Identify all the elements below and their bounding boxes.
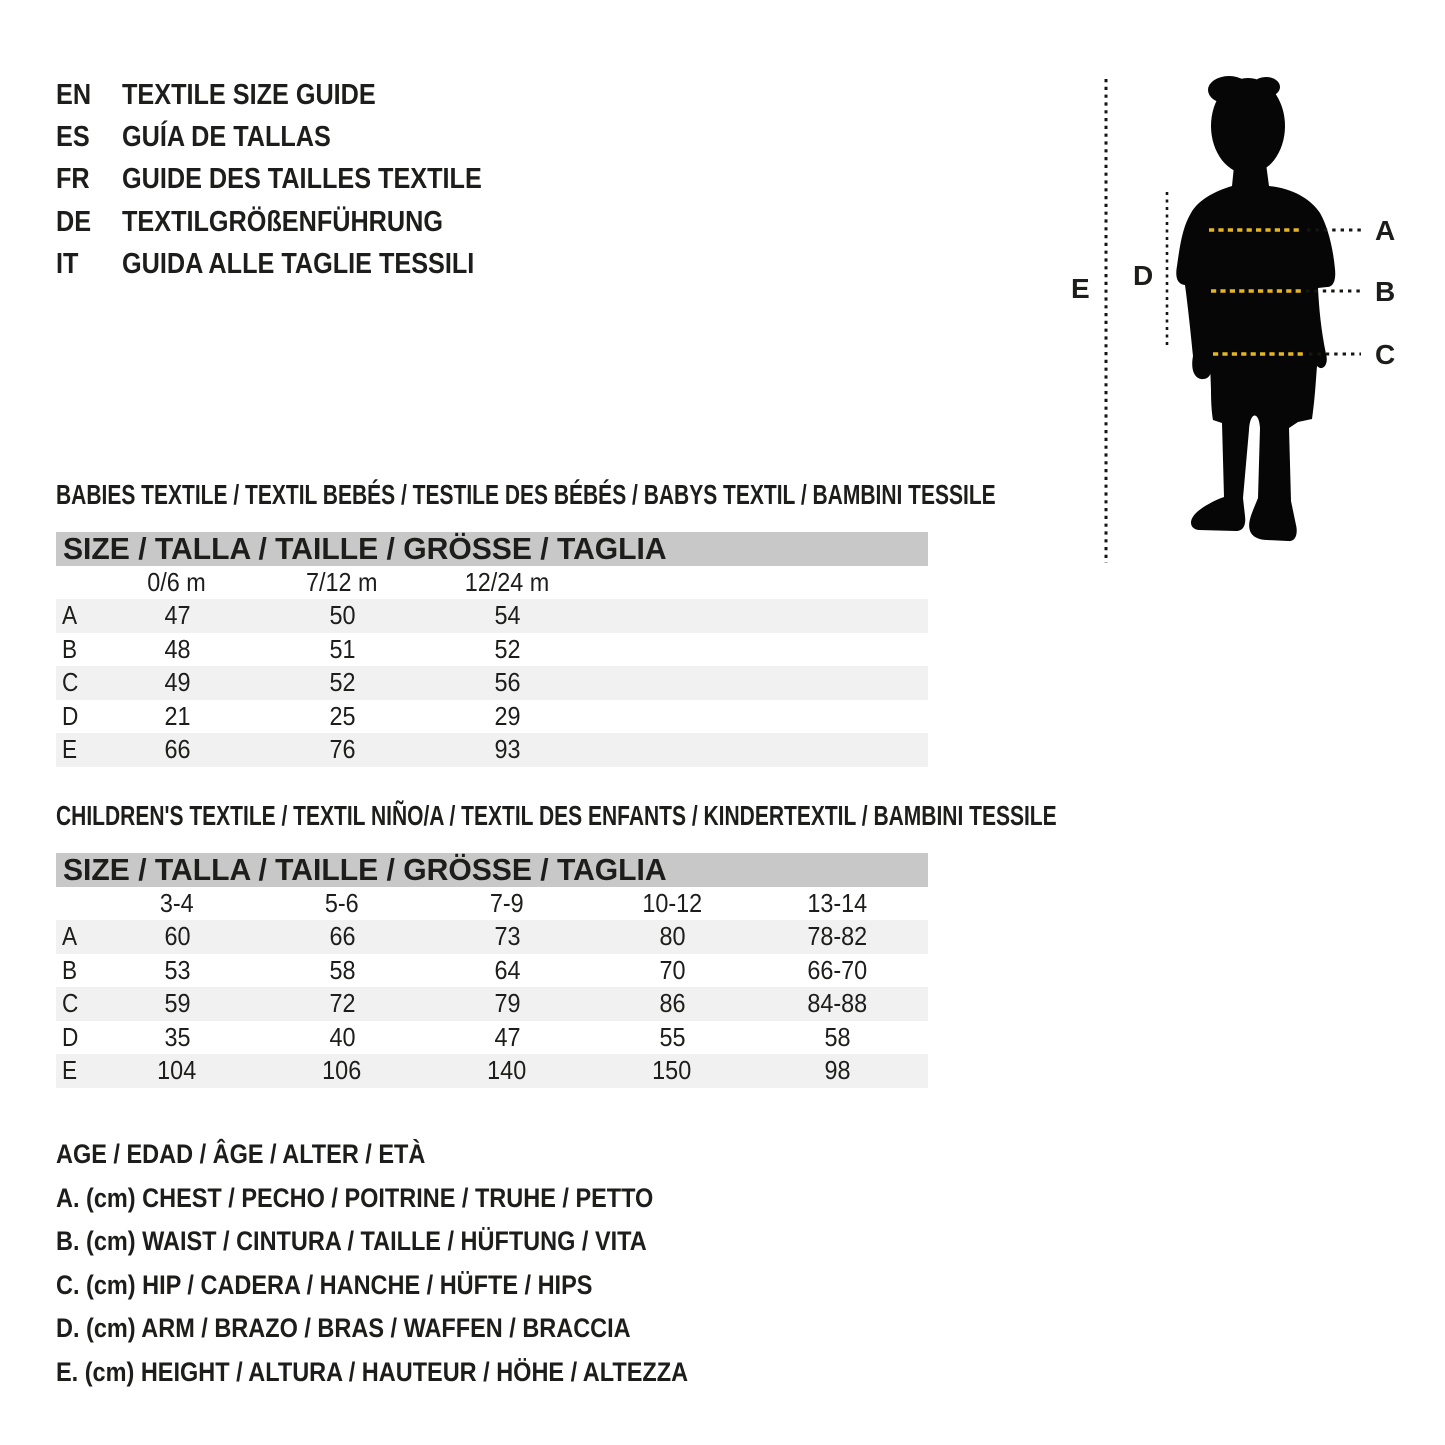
table-row (56, 920, 928, 954)
legend-hip: C. (cm) HIP / CADERA / HANCHE / HÜFTE / HIPS (56, 1269, 593, 1300)
cell-value: 64 (493, 954, 521, 985)
language-title: GUIDA ALLE TAGLIE TESSILI (122, 248, 475, 281)
table-header-bar: SIZE / TALLA / TAILLE / GRÖSSE / TAGLIA (56, 532, 928, 566)
row-label: A (62, 600, 78, 631)
language-row-es (56, 116, 536, 158)
cell-value: 51 (328, 633, 356, 664)
cell-value: 80 (658, 921, 686, 952)
legend-waist: B. (cm) WAIST / CINTURA / TAILLE / HÜFTUNG / VITA (56, 1226, 647, 1257)
language-code: DE (56, 205, 92, 238)
cell-value: 93 (493, 734, 521, 765)
figure-label-a: A (1375, 215, 1396, 246)
cell-value: 47 (493, 1021, 521, 1052)
language-row-en (56, 74, 536, 116)
table-row (56, 1054, 928, 1088)
cell-value: 70 (658, 954, 686, 985)
babies-section-title: BABIES TEXTILE / TEXTIL BEBÉS / TESTILE DES BÉBÉS / BABYS TEXTIL / BAMBINI TESSILE (56, 479, 996, 510)
cell-value: 104 (157, 1055, 197, 1086)
size-column: 12/24 m (464, 566, 550, 597)
cell-value: 150 (652, 1055, 692, 1086)
language-code: IT (56, 248, 79, 281)
cell-value: 40 (328, 1021, 356, 1052)
cell-value: 140 (487, 1055, 527, 1086)
legend-height: E. (cm) HEIGHT / ALTURA / HAUTEUR / HÖHE / ALTEZZA (56, 1356, 689, 1387)
babies-size-table (56, 532, 928, 767)
row-label: C (62, 988, 79, 1019)
table-row (56, 1021, 928, 1055)
cell-value: 106 (322, 1055, 362, 1086)
cell-value: 66 (163, 734, 191, 765)
cell-value: 29 (493, 700, 521, 731)
cell-value: 84-88 (807, 988, 867, 1019)
table-row (56, 733, 928, 767)
language-row-it (56, 244, 536, 286)
cell-value: 47 (163, 600, 191, 631)
size-column: 7/12 m (306, 566, 378, 597)
measurement-figure (1045, 60, 1445, 600)
figure-label-e: E (1071, 273, 1090, 304)
cell-value: 35 (163, 1021, 191, 1052)
cell-value: 49 (163, 667, 191, 698)
language-title-list (56, 74, 536, 286)
cell-value: 86 (658, 988, 686, 1019)
cell-value: 52 (493, 633, 521, 664)
size-columns-row (56, 887, 928, 921)
cell-value: 25 (328, 700, 356, 731)
size-column: 13-14 (807, 887, 867, 918)
language-title: GUÍA DE TALLAS (122, 121, 331, 154)
measurement-legend (56, 1133, 782, 1394)
cell-value: 60 (163, 921, 191, 952)
row-label: B (62, 633, 78, 664)
language-title: TEXTILGRÖßENFÜHRUNG (122, 205, 443, 238)
table-row (56, 666, 928, 700)
row-label: C (62, 667, 79, 698)
cell-value: 76 (328, 734, 356, 765)
cell-value: 54 (493, 600, 521, 631)
row-label: E (62, 734, 78, 765)
figure-label-c: C (1375, 339, 1396, 370)
cell-value: 58 (328, 954, 356, 985)
cell-value: 21 (163, 700, 191, 731)
language-row-de (56, 201, 536, 243)
legend-age: AGE / EDAD / ÂGE / ALTER / ETÀ (56, 1139, 426, 1170)
row-label: B (62, 954, 78, 985)
size-column: 5-6 (325, 887, 359, 918)
row-label: D (62, 1021, 79, 1052)
language-title: TEXTILE SIZE GUIDE (122, 78, 376, 111)
cell-value: 53 (163, 954, 191, 985)
row-label: A (62, 921, 78, 952)
cell-value: 66 (328, 921, 356, 952)
cell-value: 50 (328, 600, 356, 631)
cell-value: 78-82 (807, 921, 867, 952)
size-column: 10-12 (642, 887, 702, 918)
table-row (56, 954, 928, 988)
cell-value: 52 (328, 667, 356, 698)
size-columns-row (56, 566, 928, 600)
figure-label-b: B (1375, 276, 1396, 307)
size-column: 0/6 m (147, 566, 207, 597)
language-row-fr (56, 159, 536, 201)
figure-label-d: D (1133, 260, 1154, 291)
legend-chest: A. (cm) CHEST / PECHO / POITRINE / TRUHE / PETTO (56, 1182, 654, 1213)
children-section-title: CHILDREN'S TEXTILE / TEXTIL NIÑO/A / TEXTIL DES ENFANTS / KINDERTEXTIL / BAMBINI TESSILE (56, 800, 1057, 831)
cell-value: 56 (493, 667, 521, 698)
cell-value: 66-70 (807, 954, 867, 985)
language-code: ES (56, 121, 90, 154)
table-row (56, 599, 928, 633)
cell-value: 98 (823, 1055, 851, 1086)
language-code: FR (56, 163, 90, 196)
cell-value: 79 (493, 988, 521, 1019)
children-size-table (56, 853, 928, 1088)
row-label: D (62, 700, 79, 731)
table-row (56, 700, 928, 734)
row-label: E (62, 1055, 78, 1086)
table-header-bar: SIZE / TALLA / TAILLE / GRÖSSE / TAGLIA (56, 853, 928, 887)
size-column: 7-9 (490, 887, 524, 918)
table-row (56, 633, 928, 667)
cell-value: 73 (493, 921, 521, 952)
cell-value: 48 (163, 633, 191, 664)
cell-value: 72 (328, 988, 356, 1019)
table-row (56, 987, 928, 1021)
legend-arm: D. (cm) ARM / BRAZO / BRAS / WAFFEN / BRACCIA (56, 1313, 631, 1344)
child-silhouette (1176, 76, 1335, 541)
cell-value: 58 (823, 1021, 851, 1052)
cell-value: 55 (658, 1021, 686, 1052)
size-column: 3-4 (160, 887, 194, 918)
cell-value: 59 (163, 988, 191, 1019)
language-title: GUIDE DES TAILLES TEXTILE (122, 163, 482, 196)
language-code: EN (56, 78, 92, 111)
